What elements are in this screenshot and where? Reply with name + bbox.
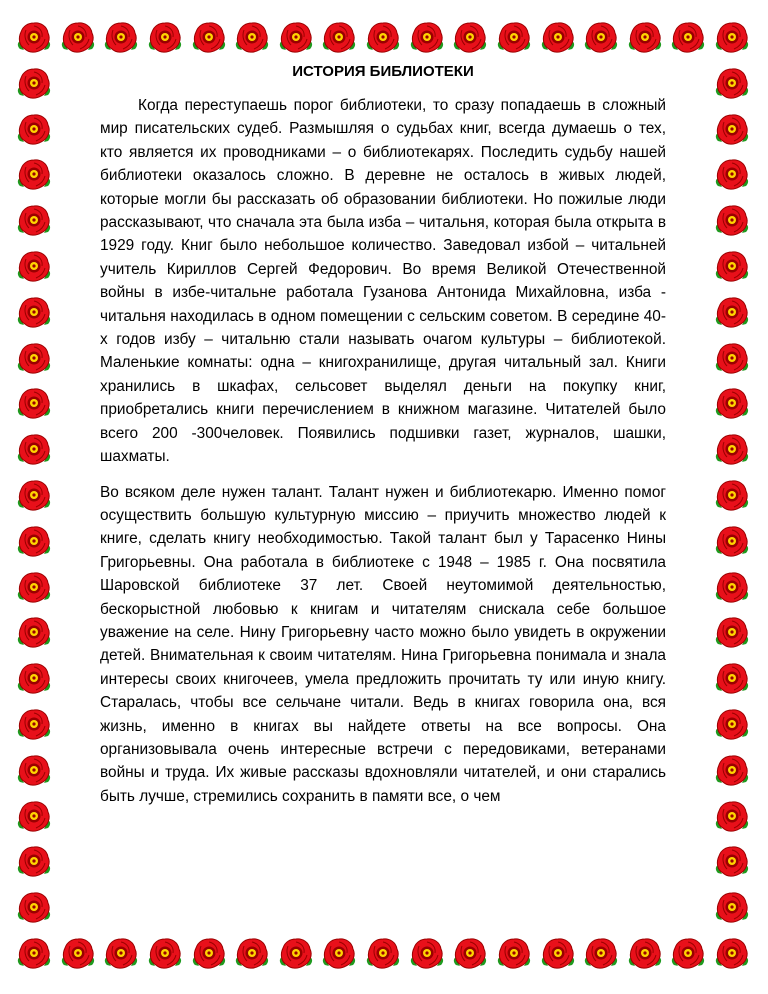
red-flower-icon [712,430,752,470]
red-flower-icon [232,18,272,58]
red-flower-icon [712,64,752,104]
red-flower-icon [14,155,54,195]
red-flower-icon [712,568,752,608]
red-flower-icon [450,18,490,58]
red-flower-icon [189,18,229,58]
red-flower-icon [189,934,229,974]
red-flower-icon [712,201,752,241]
red-flower-icon [712,659,752,699]
red-flower-icon [581,934,621,974]
red-flower-icon [14,705,54,745]
red-flower-icon [232,934,272,974]
red-flower-icon [712,155,752,195]
red-flower-icon [407,18,447,58]
red-flower-icon [625,18,665,58]
paragraph-1: Когда переступаешь порог библиотеки, то сразу попадаешь в сложный мир писательских судеб. Размышляя о судьбах книг, всегда думаешь о тех, кто является их проводниками – о библиотекарях. Последить судьбу нашей библиотеки оказалось сложно. В деревне не осталось в живых людей, которые могли бы рассказать об образовании библиотеки. Но пожилые люди рассказывают, что сначала эта была изба – читальня, которая была открыта в 1929 году. Книг было небольшое количество. Заведовал избой – читальней учитель Кириллов Сергей Федорович. Во время Великой Отечественной войны в избе-читальне работала Гузанова Антонида Михайловна, изба - читальня находилась в одном помещении с сельским советом. В середине 40-х годов избу – читальню стали называть очагом культуры – библиотекой. Маленькие комнаты: одна – книгохранилище, другая читальный зал. Книги хранились в шкафах, сельсовет выделял деньги на покупку книг, приобретались книги перечислением в книжном магазине. Читателей было всего 200 -300человек. Появились подшивки газет, журналов, шашки, шахматы. [100,97,666,466]
red-flower-icon [668,934,708,974]
red-flower-icon [712,705,752,745]
red-flower-icon [494,934,534,974]
red-flower-icon [14,568,54,608]
red-flower-icon [14,201,54,241]
red-flower-icon [14,934,54,974]
red-flower-icon [14,247,54,287]
red-flower-icon [101,934,141,974]
red-flower-icon [712,293,752,333]
red-flower-icon [14,64,54,104]
red-flower-icon [14,659,54,699]
red-flower-icon [58,18,98,58]
red-flower-icon [712,476,752,516]
red-flower-icon [581,18,621,58]
red-flower-icon [319,18,359,58]
red-flower-icon [14,293,54,333]
red-flower-icon [14,751,54,791]
red-flower-icon [407,934,447,974]
red-flower-icon [712,751,752,791]
red-flower-icon [712,613,752,653]
red-flower-icon [363,934,403,974]
red-flower-icon [14,522,54,562]
red-flower-icon [494,18,534,58]
red-flower-icon [145,934,185,974]
red-flower-icon [668,18,708,58]
red-flower-icon [14,613,54,653]
red-flower-icon [625,934,665,974]
red-flower-icon [58,934,98,974]
red-flower-icon [538,18,578,58]
red-flower-icon [276,18,316,58]
red-flower-icon [276,934,316,974]
red-flower-icon [363,18,403,58]
red-flower-icon [712,384,752,424]
red-flower-icon [712,247,752,287]
red-flower-icon [712,18,752,58]
document-body [100,62,666,808]
red-flower-icon [712,797,752,837]
red-flower-icon [712,110,752,150]
paragraph-2: Во всяком деле нужен талант. Талант нужен и библиотекарю. Именно помог осуществить большую культурную миссию – приучить множество людей к книге, сделать книгу необходимостью. Такой талант был у Тарасенко Нины Григорьевны. Она работала в библиотеке с 1948 – 1985 г. Она посвятила Шаровской библиотеке 37 лет. Своей неутомимой деятельностью, бескорыстной любовью к книгам и читателям снискала себе большое уважение на селе. Нину Григорьевну часто можно было увидеть в окружении детей. Внимательная к своим читателям. Нина Григорьевна понимала и знала интересы своих книгочеев, умела предложить прочитать ту или иную книгу. Старалась, чтобы все сельчане читали. Ведь в книгах говорила она, вся жизнь, именно в книгах вы найдете ответы на все вопросы. Она организовывала очень интересные встречи с передовиками, ветеранами войны и труда. Их живые рассказы вдохновляли читателей, и они старались быть лучше, стремились сохранить в памяти все, о чем [100,483,666,805]
red-flower-icon [319,934,359,974]
red-flower-icon [145,18,185,58]
red-flower-icon [712,339,752,379]
red-flower-icon [14,842,54,882]
red-flower-icon [14,430,54,470]
red-flower-icon [14,476,54,516]
red-flower-icon [14,110,54,150]
red-flower-icon [712,934,752,974]
red-flower-icon [450,934,490,974]
document-title: ИСТОРИЯ БИБЛИОТЕКИ [292,63,474,80]
red-flower-icon [712,842,752,882]
red-flower-icon [101,18,141,58]
red-flower-icon [712,522,752,562]
red-flower-icon [14,888,54,928]
red-flower-icon [14,339,54,379]
red-flower-icon [712,888,752,928]
red-flower-icon [14,18,54,58]
red-flower-icon [14,797,54,837]
red-flower-icon [538,934,578,974]
red-flower-icon [14,384,54,424]
